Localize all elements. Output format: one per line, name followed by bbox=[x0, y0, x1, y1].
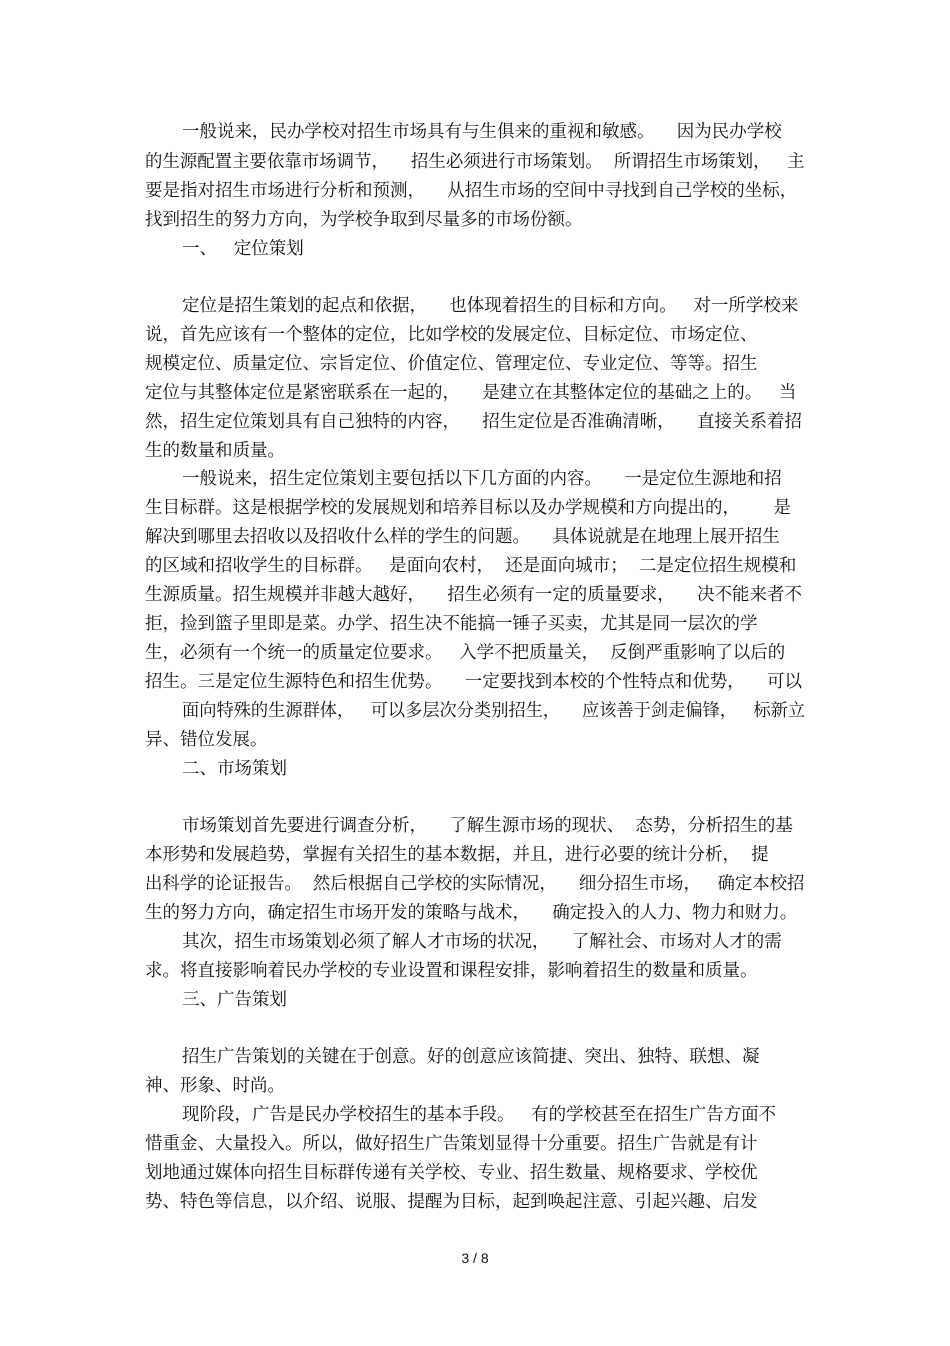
text-line: 定位是招生策划的起点和依据， 也体现着招生的目标和方向。 对一所学校来 bbox=[182, 296, 799, 316]
text-line: 招生广告策划的关键在于创意。好的创意应该简捷、突出、独特、联想、凝 bbox=[182, 1047, 760, 1067]
text-line: 一般说来，招生定位策划主要包括以下几方面的内容。 一是定位生源地和招 bbox=[182, 469, 782, 489]
text-line: 要是指对招生市场进行分析和预测， 从招生市场的空间中寻找到自己学校的坐标， bbox=[145, 181, 798, 201]
text-line: 神、形象、时尚。 bbox=[145, 1076, 285, 1096]
text-line: 的生源配置主要依靠市场调节， 招生必须进行市场策划。 所谓招生市场策划， 主 bbox=[145, 152, 805, 172]
section-heading: 二、市场策划 bbox=[182, 759, 287, 779]
text-line: 市场策划首先要进行调查分析， 了解生源市场的现状、 态势，分析招生的基 bbox=[182, 816, 793, 836]
text-line: 生目标群。这是根据学校的发展规划和培养目标以及办学规模和方向提出的， 是 bbox=[145, 498, 791, 518]
text-line: 异、错位发展。 bbox=[145, 730, 268, 750]
text-line: 划地通过媒体向招生目标群传递有关学校、专业、招生数量、规格要求、学校优 bbox=[145, 1163, 758, 1183]
text-line: 出科学的论证报告。 然后根据自己学校的实际情况， 细分招生市场， 确定本校招 bbox=[145, 874, 805, 894]
text-line: 说，首先应该有一个整体的定位，比如学校的发展定位、目标定位、市场定位、 bbox=[145, 325, 758, 345]
text-line: 找到招生的努力方向，为学校争取到尽量多的市场份额。 bbox=[145, 210, 583, 230]
page-number: 3 / 8 bbox=[461, 1250, 489, 1266]
text-line: 求。将直接影响着民办学校的专业设置和课程安排，影响着招生的数量和质量。 bbox=[145, 961, 758, 981]
text-line: 然，招生定位策划具有自己独特的内容， 招生定位是否准确清晰， 直接关系着招 bbox=[145, 412, 802, 432]
text-line: 的区域和招收学生的目标群。 是面向农村， 还是面向城市； 二是定位招生规模和 bbox=[145, 556, 797, 576]
text-line: 势、特色等信息，以介绍、说服、提醒为目标，起到唤起注意、引起兴趣、启发 bbox=[145, 1192, 758, 1212]
text-line: 招生。三是定位生源特色和招生优势。 一定要找到本校的个性特点和优势， 可以 bbox=[145, 672, 802, 692]
text-line: 定位与其整体定位是紧密联系在一起的， 是建立在其整体定位的基础之上的。 当 bbox=[145, 383, 797, 403]
section-heading: 三、广告策划 bbox=[182, 990, 287, 1010]
text-line: 拒，捡到篮子里即是菜。办学、招生决不能搞一锤子买卖，尤其是同一层次的学 bbox=[145, 614, 758, 634]
text-line: 生源质量。招生规模并非越大越好， 招生必须有一定的质量要求， 决不能来者不 bbox=[145, 585, 802, 605]
text-line: 生，必须有一个统一的质量定位要求。 入学不把质量关， 反倒严重影响了以后的 bbox=[145, 643, 786, 663]
text-line: 惜重金、大量投入。所以，做好招生广告策划显得十分重要。招生广告就是有计 bbox=[145, 1134, 758, 1154]
text-line: 现阶段，广告是民办学校招生的基本手段。 有的学校甚至在招生广告方面不 bbox=[182, 1105, 777, 1125]
text-line: 规模定位、质量定位、宗旨定位、价值定位、管理定位、专业定位、等等。招生 bbox=[145, 354, 758, 374]
text-line: 生的数量和质量。 bbox=[145, 441, 285, 461]
text-line: 生的努力方向，确定招生市场开发的策略与战术， 确定投入的人力、物力和财力。 bbox=[145, 903, 798, 923]
text-line: 面向特殊的生源群体， 可以多层次分类别招生， 应该善于剑走偏锋， 标新立 bbox=[182, 701, 806, 721]
text-line: 其次，招生市场策划必须了解人才市场的状况， 了解社会、市场对人才的需 bbox=[182, 932, 782, 952]
text-line: 本形势和发展趋势，掌握有关招生的基本数据，并且，进行必要的统计分析， 提 bbox=[145, 845, 769, 865]
text-line: 一般说来，民办学校对招生市场具有与生俱来的重视和敏感。 因为民办学校 bbox=[182, 122, 782, 142]
text-line: 解决到哪里去招收以及招收什么样的学生的问题。 具体说就是在地理上展开招生 bbox=[145, 527, 780, 547]
section-heading: 一、 定位策划 bbox=[182, 239, 304, 259]
